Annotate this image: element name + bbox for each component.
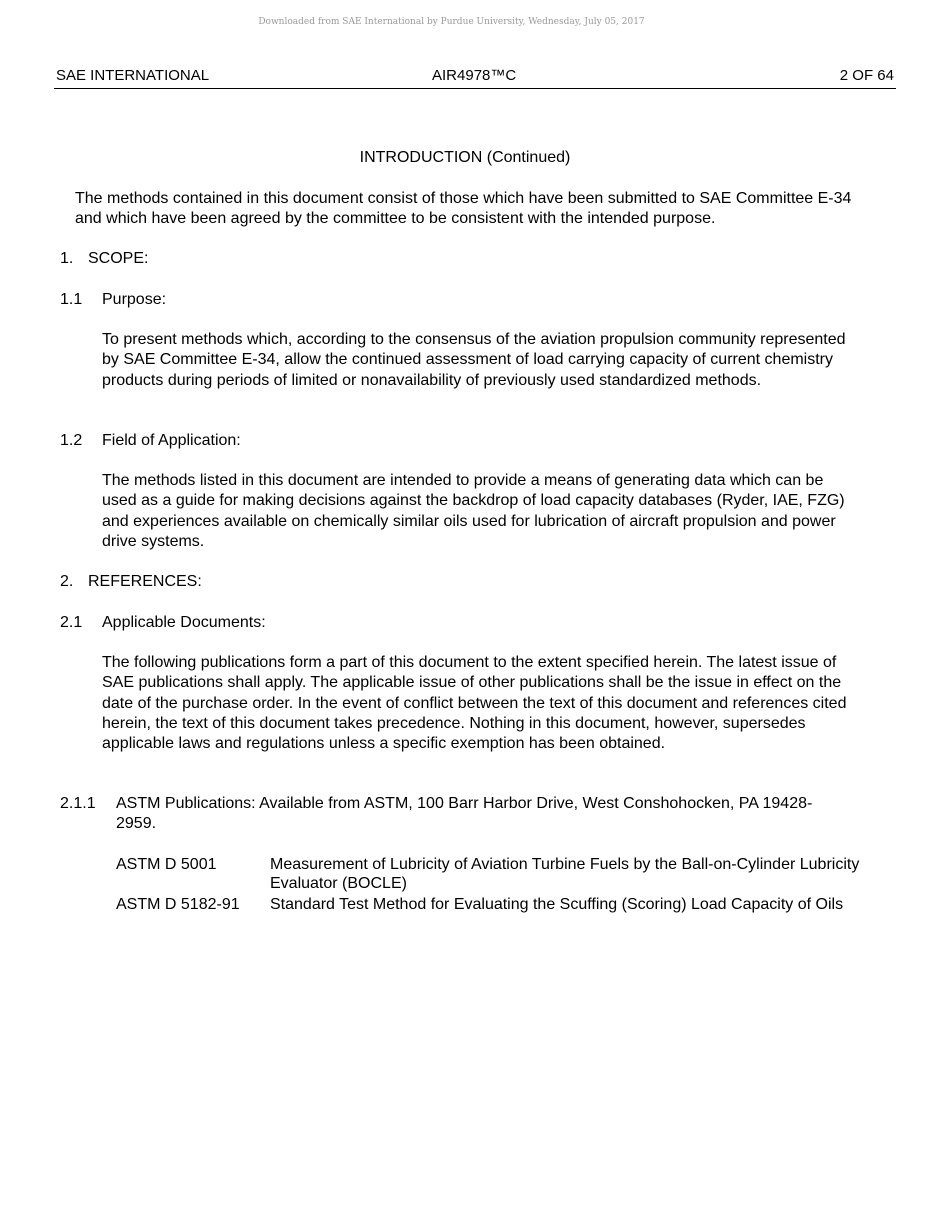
section-number-scope: 1.: [60, 250, 74, 267]
reference-row: [116, 896, 876, 934]
section-number-purpose: 1.1: [60, 291, 83, 308]
download-watermark: Downloaded from SAE International by Purdue University, Wednesday, July 05, 2017: [258, 17, 645, 27]
reference-row: [116, 856, 876, 894]
section-number-references: 2.: [60, 573, 74, 590]
section-heading-field: Field of Application:: [102, 432, 241, 449]
field-paragraph: The methods listed in this document are intended to provide a means of generating data which can be used as a guide for making decisions against the backdrop of load capacity databases (Ryder, IAE, FZG) and experiences available on chemically similar oils used for lubrication of aircraft propulsion and power drive systems.: [102, 472, 845, 550]
section-title-introduction: INTRODUCTION (Continued): [359, 149, 571, 166]
reference-code: ASTM D 5182-91: [116, 896, 240, 913]
header-doc-number: AIR4978™C: [432, 67, 517, 84]
astm-paragraph: ASTM Publications: Available from ASTM, 100 Barr Harbor Drive, West Conshohocken, PA 19428-2959.: [116, 795, 813, 833]
header-page-number: 2 OF 64: [839, 67, 894, 84]
reference-description: Measurement of Lubricity of Aviation Turbine Fuels by the Ball-on-Cylinder Lubricity Evaluator (BOCLE): [270, 856, 860, 892]
header-publisher: SAE INTERNATIONAL: [56, 67, 210, 84]
section-number-applicable: 2.1: [60, 614, 83, 631]
section-number-astm: 2.1.1: [60, 795, 96, 812]
header-rule: [54, 88, 896, 89]
section-heading-references: REFERENCES:: [88, 573, 202, 590]
purpose-paragraph: To present methods which, according to the consensus of the aviation propulsion community represented by SAE Committee E-34, allow the continued assessment of load carrying capacity of current chemistry products during periods of limited or nonavailability of previously used standardized methods.: [102, 331, 846, 389]
applicable-paragraph: The following publications form a part of this document to the extent specified herein. The latest issue of SAE publications shall apply. The applicable issue of other publications shall be the issue in effect on the date of the purchase order. In the event of conflict between the text of this document and references cited herein, the text of this document takes precedence. Nothing in this document, however, supersedes applicable laws and regulations unless a specific exemption has been obtained.: [102, 654, 847, 753]
section-heading-scope: SCOPE:: [88, 250, 149, 267]
section-heading-applicable: Applicable Documents:: [102, 614, 266, 631]
section-heading-purpose: Purpose:: [102, 291, 167, 308]
reference-description: Standard Test Method for Evaluating the Scuffing (Scoring) Load Capacity of Oils: [270, 896, 844, 913]
intro-paragraph: The methods contained in this document consist of those which have been submitted to SAE Committee E-34 and which have been agreed by the committee to be consistent with the intended purpose.: [75, 190, 852, 228]
reference-code: ASTM D 5001: [116, 856, 217, 873]
section-number-field: 1.2: [60, 432, 83, 449]
